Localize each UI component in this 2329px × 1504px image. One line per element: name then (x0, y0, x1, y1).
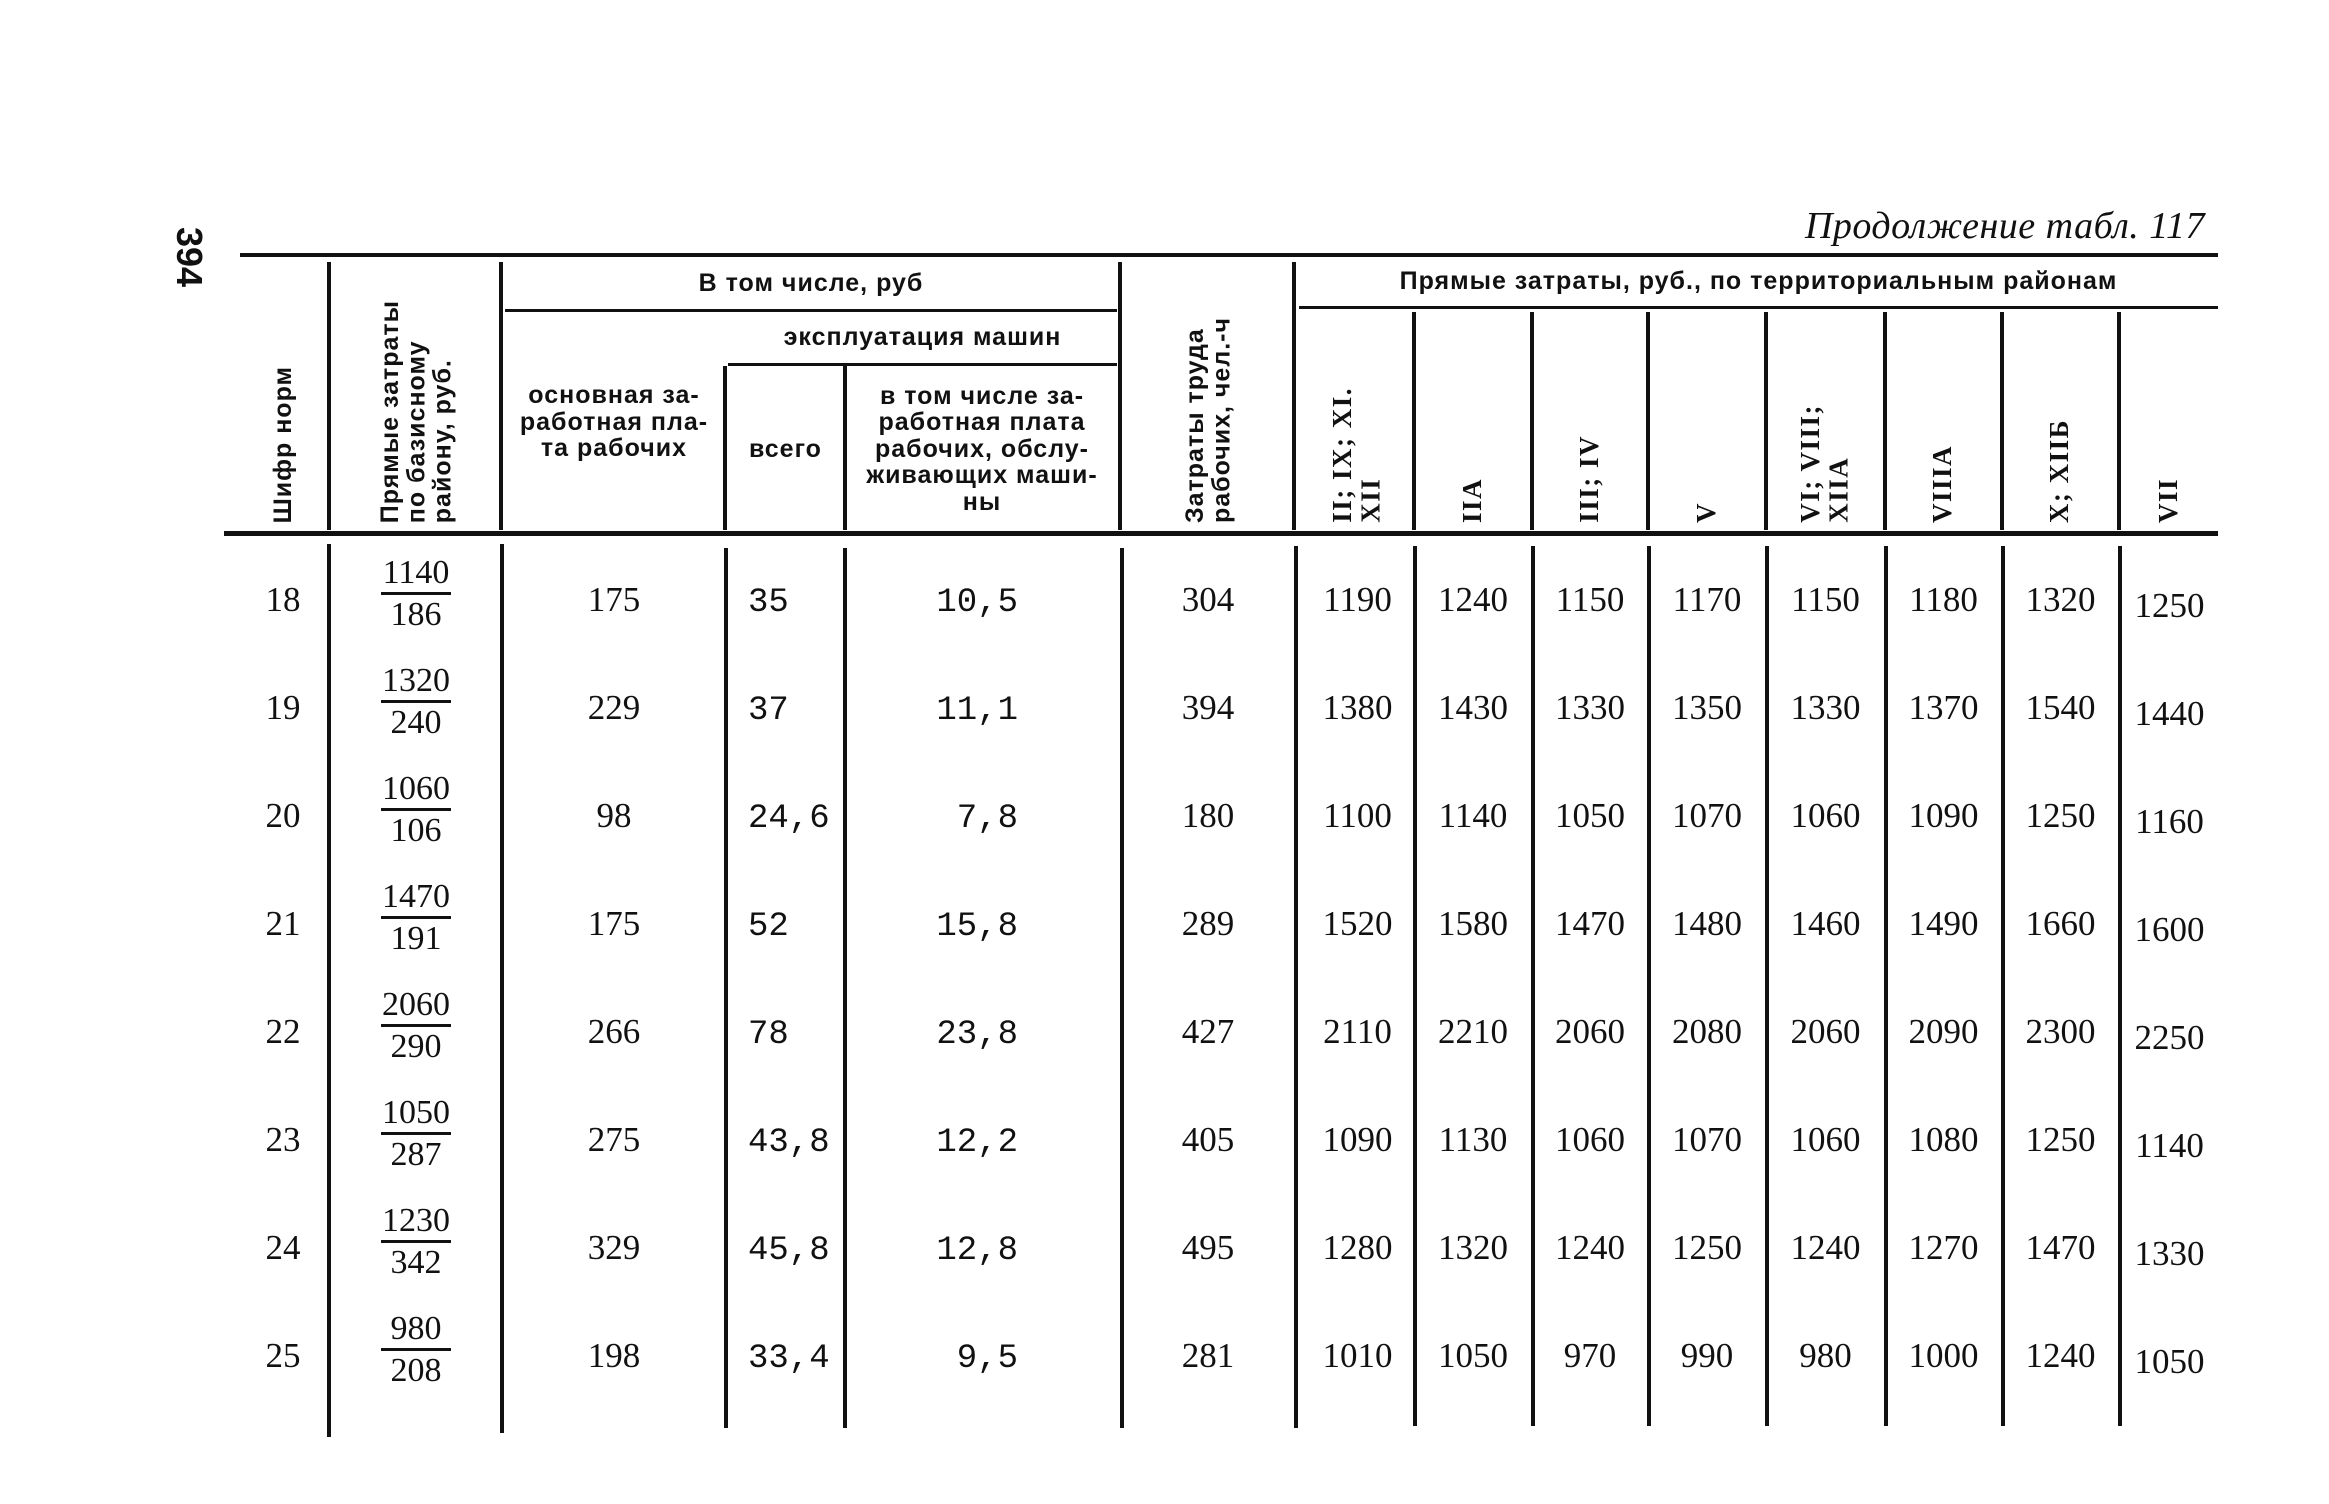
region-cost: 1470 (1555, 904, 1625, 943)
base-cost-denominator: 290 (390, 1028, 442, 1065)
region-cost: 1090 (1908, 796, 1979, 835)
header-region-label: III; IV (1573, 435, 1604, 523)
region-cost: 1320 (1438, 1228, 1508, 1267)
column-divider (723, 366, 727, 530)
column-divider (500, 544, 504, 1433)
norm-code: 19 (265, 688, 301, 727)
base-cost-fraction (376, 772, 456, 848)
base-cost-numerator: 1230 (382, 1202, 450, 1239)
column-divider (1292, 262, 1296, 530)
labor-hours: 495 (1181, 1228, 1235, 1267)
region-cost: 2110 (1323, 1012, 1392, 1051)
region-cost: 1070 (1672, 1120, 1742, 1159)
region-cost: 1430 (1438, 688, 1508, 727)
labor-hours: 180 (1181, 796, 1235, 835)
machines-total: 33,4 (748, 1340, 830, 1378)
region-cost: 1010 (1322, 1336, 1393, 1375)
region-cost: 1240 (2025, 1336, 2096, 1375)
region-cost: 1050 (2134, 1342, 2205, 1381)
header-region (1534, 318, 1644, 523)
norm-code: 22 (265, 1012, 301, 1051)
norm-code: 24 (265, 1228, 301, 1267)
region-cost: 2250 (2134, 1018, 2205, 1057)
column-divider (1120, 548, 1124, 1428)
region-cost: 1060 (1790, 1120, 1861, 1159)
header-region (1650, 318, 1762, 523)
header-region-label: VIIIА (1927, 444, 1958, 523)
region-cost: 1050 (1438, 1336, 1508, 1375)
header-machines-wage: в том числе за- работная плата рабочих, обслу- живающих маши- ны (866, 381, 1098, 516)
header-machines-group: эксплуатация машин (783, 322, 1062, 351)
basic-wage: 266 (587, 1012, 641, 1051)
basic-wage: 329 (587, 1228, 641, 1267)
basic-wage: 275 (587, 1120, 641, 1159)
column-divider (2118, 546, 2122, 1426)
region-cost: 1440 (2134, 694, 2205, 733)
labor-hours: 394 (1181, 688, 1235, 727)
region-cost: 2090 (1908, 1012, 1979, 1051)
column-divider (327, 262, 331, 530)
header-region (2004, 318, 2115, 523)
machines-total: 43,8 (748, 1124, 830, 1162)
region-cost: 1330 (1790, 688, 1861, 727)
region-cost: 1580 (1438, 904, 1508, 943)
region-cost: 1480 (1672, 904, 1742, 943)
header-region (1303, 318, 1410, 523)
top-rule (240, 253, 2218, 257)
base-cost-numerator: 1320 (382, 662, 450, 699)
fraction-bar (381, 1132, 451, 1135)
base-cost-denominator: 287 (390, 1136, 442, 1173)
region-cost: 1540 (2025, 688, 2096, 727)
column-divider (1765, 546, 1769, 1426)
machines-wage: 7,8 (956, 800, 1018, 838)
region-cost: 1100 (1323, 796, 1392, 835)
region-cost: 1130 (1438, 1120, 1508, 1159)
region-cost: 1460 (1790, 904, 1861, 943)
labor-hours: 405 (1181, 1120, 1235, 1159)
column-divider (2117, 312, 2121, 530)
region-cost: 1380 (1322, 688, 1393, 727)
header-region-label: VII (2153, 477, 2184, 523)
regions-group-rule (1299, 306, 2218, 309)
fraction-bar (381, 916, 451, 919)
column-divider (843, 366, 847, 530)
column-divider (2000, 312, 2004, 530)
region-cost: 1270 (1908, 1228, 1979, 1267)
labor-hours: 289 (1181, 904, 1235, 943)
incl-group-rule (505, 309, 1117, 312)
base-cost-fraction (376, 880, 456, 956)
norm-code: 25 (265, 1336, 301, 1375)
region-cost: 1180 (1909, 580, 1978, 619)
region-cost: 1070 (1672, 796, 1742, 835)
region-cost: 1190 (1323, 580, 1392, 619)
basic-wage: 229 (587, 688, 641, 727)
base-cost-denominator: 106 (390, 812, 442, 849)
region-cost: 1250 (2134, 586, 2205, 625)
column-divider (327, 544, 331, 1437)
machines-wage: 9,5 (956, 1340, 1018, 1378)
machines-total: 24,6 (748, 800, 830, 838)
header-bottom-rule (224, 531, 2218, 536)
basic-wage: 175 (587, 580, 641, 619)
region-cost: 1060 (1790, 796, 1861, 835)
table-caption: Продолжение табл. 117 (1804, 205, 2205, 247)
base-cost-denominator: 240 (390, 704, 442, 741)
column-divider (1647, 546, 1651, 1426)
region-cost: 990 (1680, 1336, 1734, 1375)
fraction-bar (381, 592, 451, 595)
header-incl-group: В том числе, руб (698, 268, 924, 297)
header-labor: Затраты труда рабочих, чел.-ч (1180, 316, 1235, 523)
norm-code: 18 (265, 580, 301, 619)
base-cost-numerator: 1050 (382, 1094, 450, 1131)
base-cost-fraction (376, 988, 456, 1064)
base-cost-denominator: 208 (390, 1352, 442, 1389)
region-cost: 1150 (1791, 580, 1860, 619)
labor-hours: 281 (1181, 1336, 1235, 1375)
header-direct-base: Прямые затраты по базисному району, руб. (375, 299, 457, 523)
column-divider (1118, 262, 1122, 530)
basic-wage: 175 (587, 904, 641, 943)
region-cost: 1150 (1555, 580, 1625, 619)
region-cost: 1240 (1790, 1228, 1861, 1267)
machines-wage: 15,8 (936, 908, 1018, 946)
region-cost: 1000 (1908, 1336, 1979, 1375)
labor-hours: 304 (1181, 580, 1235, 619)
base-cost-denominator: 186 (390, 596, 442, 633)
region-cost: 1280 (1322, 1228, 1393, 1267)
region-cost: 1170 (1672, 580, 1742, 619)
header-region (2121, 318, 2216, 523)
machines-total: 37 (748, 692, 789, 730)
labor-hours: 427 (1181, 1012, 1235, 1051)
base-cost-fraction (376, 664, 456, 740)
header-code: Шифр норм (268, 365, 297, 523)
region-cost: 1320 (2025, 580, 2096, 619)
region-cost: 970 (1563, 1336, 1617, 1375)
region-cost: 1350 (1672, 688, 1742, 727)
fraction-bar (381, 1240, 451, 1243)
region-cost: 1050 (1555, 796, 1625, 835)
column-divider (843, 548, 847, 1428)
base-cost-denominator: 342 (390, 1244, 442, 1281)
header-region (1768, 318, 1881, 523)
region-cost: 1660 (2025, 904, 2096, 943)
region-cost: 1520 (1322, 904, 1393, 943)
region-cost: 1250 (1672, 1228, 1742, 1267)
fraction-bar (381, 1024, 451, 1027)
region-cost: 1240 (1438, 580, 1508, 619)
header-machines-total: всего (749, 434, 822, 463)
basic-wage: 198 (587, 1336, 641, 1375)
region-cost: 1600 (2134, 910, 2205, 949)
column-divider (499, 262, 503, 530)
base-cost-numerator: 2060 (382, 986, 450, 1023)
region-cost: 1370 (1908, 688, 1979, 727)
header-region-label: V (1690, 502, 1721, 523)
column-divider (1646, 312, 1650, 530)
region-cost: 1330 (1555, 688, 1625, 727)
column-divider (1413, 546, 1417, 1426)
machines-wage: 12,2 (936, 1124, 1018, 1162)
column-divider (1883, 312, 1887, 530)
norm-code: 21 (265, 904, 301, 943)
column-divider (1294, 546, 1298, 1428)
machines-group-rule (728, 363, 1117, 366)
region-cost: 2080 (1672, 1012, 1742, 1051)
region-cost: 1250 (2025, 796, 2096, 835)
basic-wage: 98 (596, 796, 632, 835)
machines-wage: 11,1 (936, 692, 1018, 730)
fraction-bar (381, 1348, 451, 1351)
region-cost: 1060 (1555, 1120, 1625, 1159)
region-cost: 1490 (1908, 904, 1979, 943)
machines-wage: 10,5 (936, 584, 1018, 622)
region-cost: 1240 (1555, 1228, 1625, 1267)
region-cost: 1160 (2135, 802, 2204, 841)
header-region (1416, 318, 1528, 523)
column-divider (1531, 546, 1535, 1426)
norm-code: 23 (265, 1120, 301, 1159)
header-region (1887, 318, 1998, 523)
base-cost-fraction (376, 556, 456, 632)
base-cost-numerator: 1470 (382, 878, 450, 915)
header-regions-group: Прямые затраты, руб., по территориальным районам (1399, 266, 2118, 295)
base-cost-fraction (376, 1204, 456, 1280)
fraction-bar (381, 808, 451, 811)
base-cost-fraction (376, 1096, 456, 1172)
region-cost: 2210 (1438, 1012, 1508, 1051)
machines-total: 78 (748, 1016, 789, 1054)
region-cost: 2300 (2025, 1012, 2096, 1051)
region-cost: 1470 (2025, 1228, 2096, 1267)
region-cost: 1140 (1438, 796, 1508, 835)
region-cost: 2060 (1555, 1012, 1625, 1051)
header-region-label: X; XIIБ (2044, 418, 2075, 523)
column-divider (1412, 312, 1416, 530)
fraction-bar (381, 700, 451, 703)
header-region-label: II; IX; XI. XII (1327, 387, 1386, 523)
header-region-label: IIА (1456, 477, 1487, 523)
column-divider (724, 548, 728, 1428)
column-divider (2001, 546, 2005, 1426)
region-cost: 1330 (2134, 1234, 2205, 1273)
region-cost: 980 (1799, 1336, 1852, 1375)
base-cost-numerator: 1060 (382, 770, 450, 807)
machines-total: 52 (748, 908, 789, 946)
machines-wage: 12,8 (936, 1232, 1018, 1270)
norm-code: 20 (265, 796, 301, 835)
machines-total: 45,8 (748, 1232, 830, 1270)
base-cost-numerator: 980 (390, 1310, 442, 1347)
page-number: 394 (169, 226, 210, 288)
base-cost-fraction (376, 1312, 456, 1388)
base-cost-denominator: 191 (390, 920, 442, 957)
machines-wage: 23,8 (936, 1016, 1018, 1054)
column-divider (1884, 546, 1888, 1426)
region-cost: 1140 (2135, 1126, 2204, 1165)
machines-total: 35 (748, 584, 789, 622)
region-cost: 1250 (2025, 1120, 2096, 1159)
header-basic-wage: основная за- работная пла- та рабочих (519, 381, 709, 463)
region-cost: 1080 (1908, 1120, 1979, 1159)
column-divider (1530, 312, 1534, 530)
header-region-label: VI; VIII; XIIА (1795, 404, 1854, 523)
column-divider (1764, 312, 1768, 530)
region-cost: 2060 (1790, 1012, 1861, 1051)
region-cost: 1090 (1322, 1120, 1393, 1159)
base-cost-numerator: 1140 (382, 554, 450, 591)
